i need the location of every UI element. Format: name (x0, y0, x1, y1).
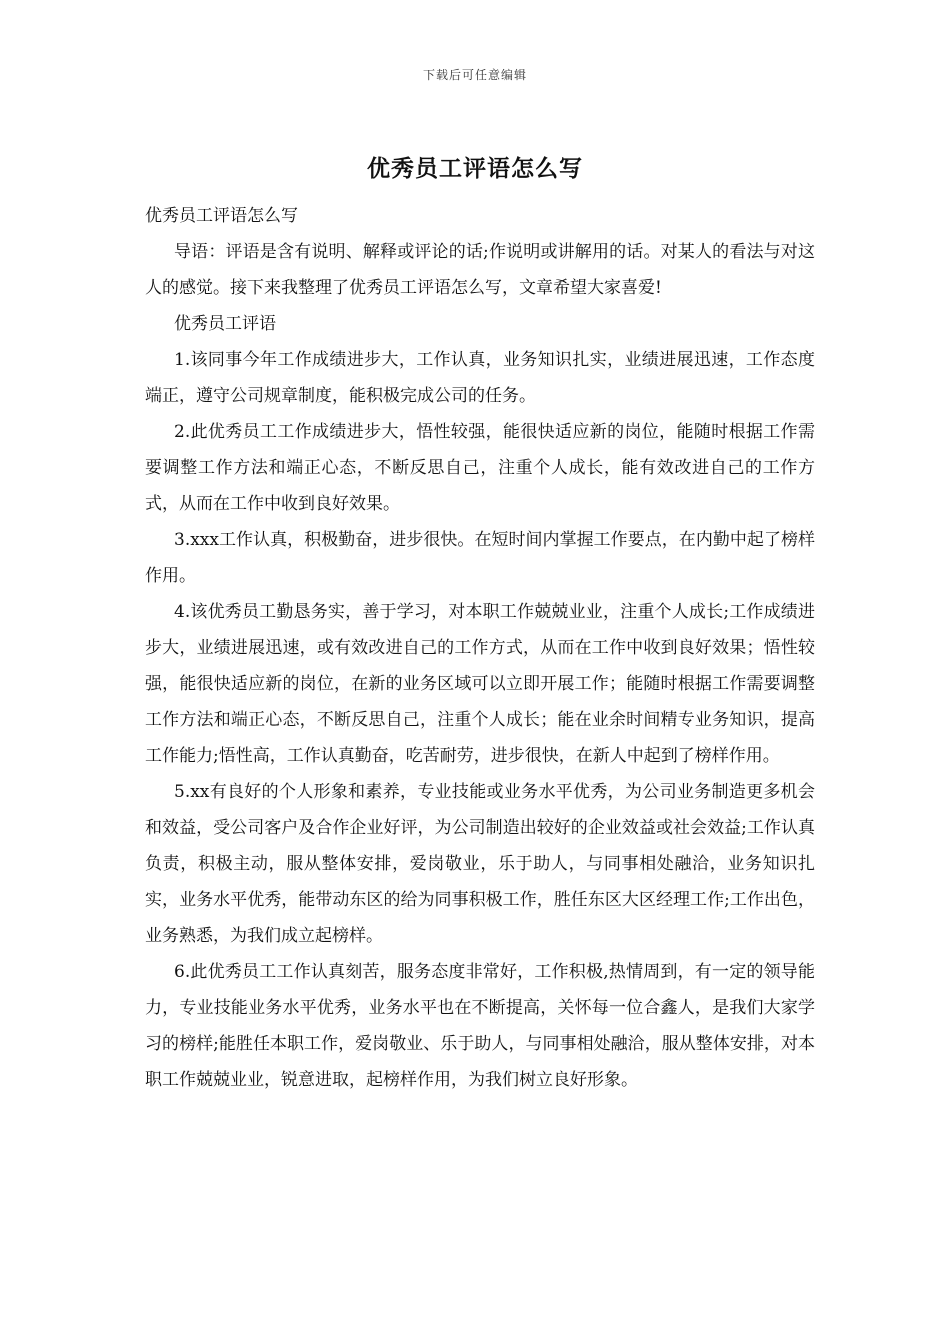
subtitle-line: 优秀员工评语怎么写 (145, 206, 298, 226)
comment-item-2: 2.此优秀员工工作成绩进步大，悟性较强，能很快适应新的岗位，能随时根据工作需要调整工作方法和端正心态，不断反思自己，注重个人成长，能有效改进自己的工作方式，从而在工作中收到良好效果。 (145, 422, 815, 514)
document-title: 优秀员工评语怎么写 (367, 155, 583, 182)
comment-item-5: 5.xx有良好的个人形象和素养，专业技能或业务水平优秀，为公司业务制造更多机会和效益，受公司客户及合作企业好评，为公司制造出较好的企业效益或社会效益;工作认真负责，积极主动，服从整体安排，爱岗敬业，乐于助人，与同事相处融洽，业务知识扎实，业务水平优秀，能带动东区的给为同事积极工作，胜任东区大区经理工作;工作出色，业务熟悉，为我们成立起榜样。 (145, 782, 815, 946)
comment-item-3: 3.xxx工作认真，积极勤奋，进步很快。在短时间内掌握工作要点，在内勤中起了榜样作用。 (145, 530, 815, 586)
comment-item-4: 4.该优秀员工勤恳务实，善于学习，对本职工作兢兢业业，注重个人成长;工作成绩进步大，业绩进展迅速，或有效改进自己的工作方式，从而在工作中收到良好效果；悟性较强，能很快适应新的岗位，在新的业务区域可以立即开展工作；能随时根据工作需要调整工作方法和端正心态，不断反思自己，注重个人成长；能在业余时间精专业务知识，提高工作能力;悟性高，工作认真勤奋，吃苦耐劳，进步很快，在新人中起到了榜样作用。 (145, 602, 815, 766)
section-heading: 优秀员工评语 (174, 314, 276, 334)
header-note: 下载后可任意编辑 (422, 68, 527, 82)
intro-paragraph: 导语：评语是含有说明、解释或评论的话;作说明或讲解用的话。对某人的看法与对这人的感觉。接下来我整理了优秀员工评语怎么写，文章希望大家喜爱! (145, 242, 815, 298)
comment-item-6: 6.此优秀员工工作认真刻苦，服务态度非常好，工作积极,热情周到，有一定的领导能力，专业技能业务水平优秀，业务水平也在不断提高，关怀每一位合鑫人，是我们大家学习的榜样;能胜任本职工作，爱岗敬业、乐于助人，与同事相处融洽，服从整体安排，对本职工作兢兢业业，锐意进取，起榜样作用，为我们树立良好形象。 (145, 962, 815, 1090)
comment-item-1: 1.该同事今年工作成绩进步大，工作认真，业务知识扎实，业绩进展迅速，工作态度端正，遵守公司规章制度，能积极完成公司的任务。 (145, 350, 815, 406)
document-body (145, 198, 815, 1098)
